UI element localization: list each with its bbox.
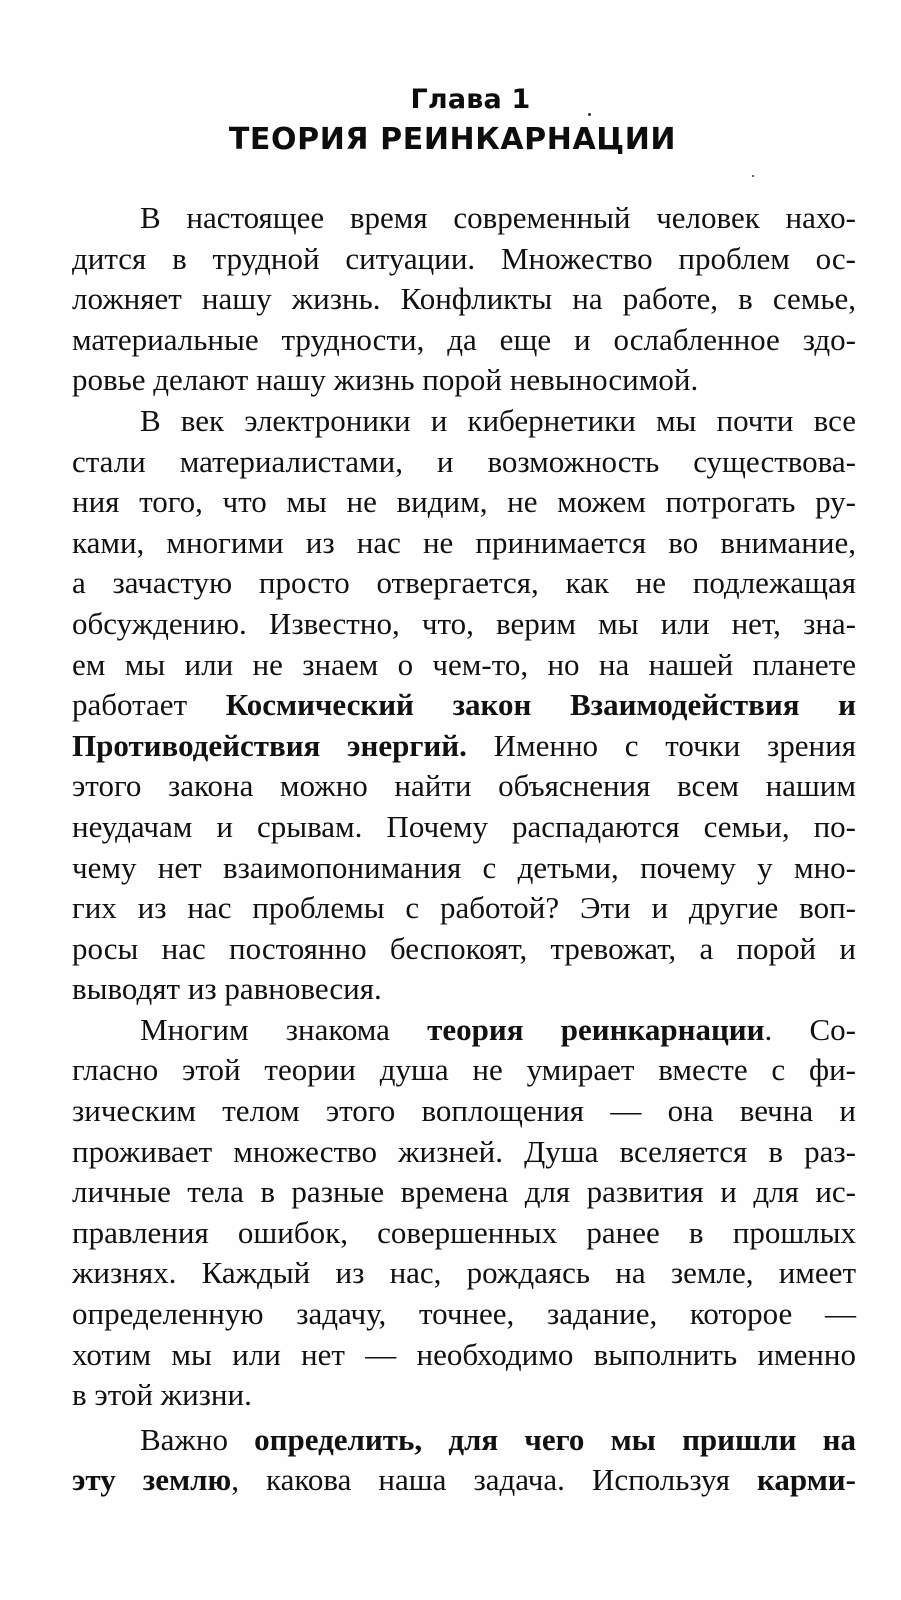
text-line: [72, 1132, 856, 1173]
text-line: [72, 888, 856, 929]
text-segment: правления ошибок, совершенных ранее в прошлых: [72, 1214, 856, 1250]
text-segment: Важно: [140, 1421, 255, 1457]
text-segment: обсуждению. Известно, что, верим мы или нет, зна-: [72, 605, 856, 641]
bold-text-segment: карми-: [757, 1462, 856, 1498]
text-segment: ками, многими из нас не принимается во внимание,: [72, 524, 856, 560]
text-line: [72, 482, 856, 523]
text-segment: зическим телом этого воплощения — она вечна и: [72, 1093, 856, 1129]
text-segment: проживает множество жизней. Душа вселяется в раз-: [72, 1133, 856, 1169]
text-line: [72, 1420, 856, 1461]
text-segment: личные тела в разные времена для развития и для ис-: [72, 1174, 856, 1210]
text-line: [72, 279, 856, 320]
text-line: [72, 239, 856, 280]
text-segment: в этой жизни.: [72, 1377, 252, 1413]
text-segment: определенную задачу, точнее, задание, которое —: [72, 1296, 856, 1332]
text-line: [72, 401, 856, 442]
text-segment: В настоящее время современный человек нахо-: [140, 200, 856, 235]
text-segment: гласно этой теории душа не умирает вместе с фи-: [72, 1052, 856, 1088]
text-segment: этого закона можно найти объяснения всем нашим: [72, 768, 856, 804]
text-line: [72, 442, 856, 483]
text-line: [72, 1294, 856, 1335]
text-segment: а зачастую просто отвергается, как не подлежащая: [72, 565, 856, 601]
bold-text-segment: теория реинкарнации: [427, 1011, 765, 1047]
bold-text-segment: Противодействия энергий.: [72, 727, 467, 763]
text-segment: стали материалистами, и возможность существова-: [72, 443, 856, 479]
text-line: [72, 604, 856, 645]
text-segment: , какова наша задача. Используя: [231, 1462, 758, 1498]
text-segment: выводят из равновесия.: [72, 971, 382, 1007]
text-segment: чему нет взаимопонимания с детьми, почему у мно-: [72, 849, 856, 885]
bold-text-segment: Космический закон Взаимодействия и: [225, 687, 856, 723]
text-line: [72, 1172, 856, 1213]
text-line: [72, 1091, 856, 1132]
text-line: [72, 969, 856, 1010]
text-segment: росы нас постоянно беспокоят, тревожат, а порой и: [72, 930, 856, 966]
chapter-number: Глава 1: [410, 84, 531, 115]
text-segment: хотим мы или нет — необходимо выполнить именно: [72, 1336, 856, 1372]
text-line: [72, 1335, 856, 1376]
text-segment: гих из нас проблемы с работой? Эти и другие воп-: [72, 890, 856, 926]
text-segment: Именно с точки зрения: [466, 727, 856, 763]
text-line: [72, 685, 856, 726]
text-segment: Многим знакома: [140, 1011, 428, 1047]
text-segment: ния того, что мы не видим, не можем потрогать ру-: [72, 484, 856, 520]
text-line: [72, 1375, 856, 1416]
text-line: [72, 198, 856, 239]
chapter-title: ТЕОРИЯ РЕИНКАРНАЦИИ: [228, 122, 677, 157]
text-line: [72, 1213, 856, 1254]
text-line: [72, 523, 856, 564]
text-segment: материальные трудности, да еще и ослабленное здо-: [72, 321, 856, 357]
text-line: [72, 929, 856, 970]
text-segment: ровье делают нашу жизнь порой невыносимой.: [72, 362, 699, 398]
text-segment: . Со-: [764, 1011, 856, 1047]
bold-text-segment: эту землю: [72, 1462, 232, 1498]
text-line: [72, 360, 856, 401]
text-line: [72, 1253, 856, 1294]
text-line: [72, 848, 856, 889]
body-text: [72, 198, 856, 1501]
text-line: [72, 1460, 856, 1501]
bold-text-segment: определить, для чего мы пришли на: [254, 1421, 856, 1457]
text-line: [72, 1010, 856, 1051]
scan-speck: [752, 175, 754, 177]
text-line: [72, 645, 856, 686]
scan-speck: [588, 113, 591, 116]
text-segment: ложняет нашу жизнь. Конфликты на работе, в семье,: [72, 281, 856, 317]
text-line: [72, 726, 856, 767]
text-segment: жизнях. Каждый из нас, рождаясь на земле, имеет: [72, 1255, 856, 1291]
text-segment: ем мы или не знаем о чем-то, но на нашей планете: [72, 646, 856, 682]
text-segment: неудачам и срывам. Почему распадаются семьи, по-: [72, 808, 856, 844]
text-line: [72, 807, 856, 848]
text-line: [72, 1050, 856, 1091]
text-line: [72, 320, 856, 361]
text-segment: работает: [72, 687, 226, 723]
text-line: [72, 766, 856, 807]
text-line: [72, 563, 856, 604]
text-segment: дится в трудной ситуации. Множество проблем ос-: [72, 240, 856, 276]
text-segment: В век электроники и кибернетики мы почти все: [140, 402, 856, 438]
